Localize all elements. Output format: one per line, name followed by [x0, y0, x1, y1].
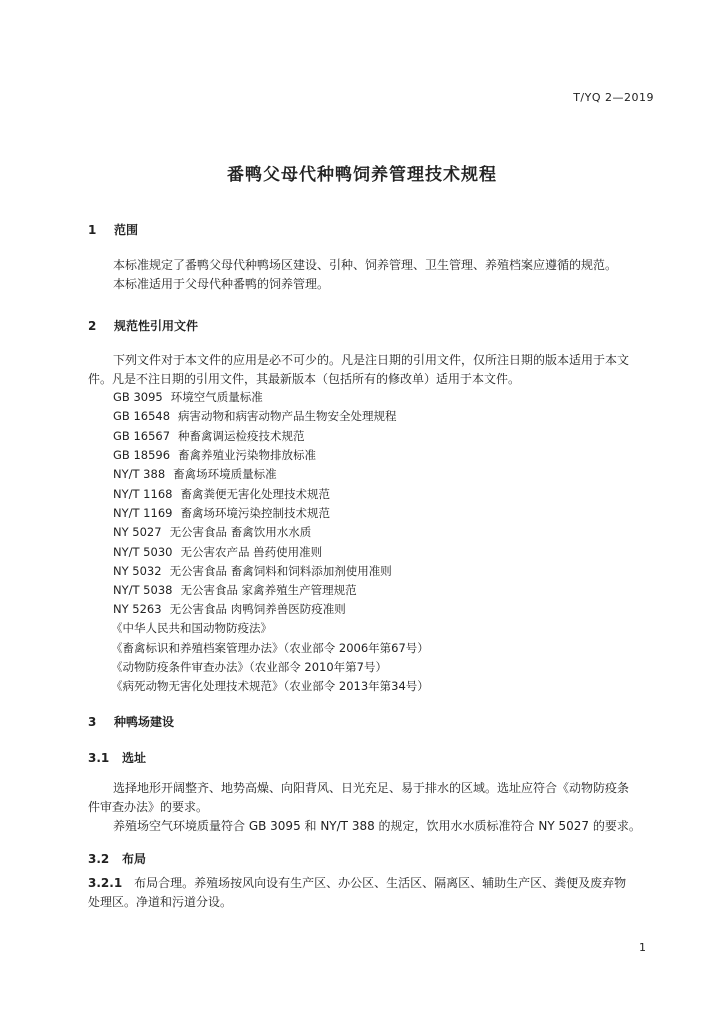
reference-code: NY/T 388 — [113, 467, 166, 481]
reference-title: 环境空气质量标准 — [170, 390, 263, 404]
section-1-heading — [88, 221, 138, 238]
reference-item — [113, 601, 346, 617]
law-reference: 《中华人民共和国动物防疫法》 — [111, 621, 272, 635]
reference-code: GB 16548 — [113, 409, 171, 423]
law-reference: 《畜禽标识和养殖档案管理办法》（农业部令 2006年第67号） — [111, 641, 429, 655]
section-number: 3 — [88, 715, 97, 729]
section-title: 范围 — [114, 223, 139, 237]
reference-code: GB 18596 — [113, 448, 171, 462]
reference-title: 种畜禽调运检疫技术规范 — [178, 429, 305, 443]
document-title: 番鸭父母代种鸭饲养管理技术规程 — [227, 165, 497, 185]
paragraph: 件审查办法》的要求。 — [88, 800, 209, 814]
reference-item — [113, 428, 305, 444]
section-number: 1 — [88, 223, 97, 237]
page-number: 1 — [639, 941, 646, 954]
reference-item — [113, 486, 330, 502]
reference-title: 病害动物和病害动物产品生物安全处理规程 — [178, 409, 397, 423]
reference-item — [113, 544, 322, 560]
clause-text: 布局合理。养殖场按风向设有生产区、办公区、生活区、隔离区、辅助生产区、粪便及废弃物 — [134, 876, 627, 890]
section-2-heading — [88, 317, 198, 334]
subsection-3-1-heading — [88, 749, 146, 766]
reference-item — [113, 447, 316, 463]
clause-number: 3.2.1 — [88, 876, 123, 890]
reference-item — [113, 389, 263, 405]
reference-code: NY 5032 — [113, 564, 162, 578]
reference-item — [113, 408, 397, 424]
subsection-number: 3.1 — [88, 751, 110, 765]
clause-3-2-1 — [88, 874, 626, 893]
reference-title: 畜禽养殖业污染物排放标准 — [178, 448, 317, 462]
reference-title: 无公害食品 畜禽饲料和饲料添加剂使用准则 — [169, 564, 392, 578]
reference-title: 畜禽粪便无害化处理技术规范 — [180, 487, 330, 501]
reference-item — [113, 582, 357, 598]
subsection-number: 3.2 — [88, 852, 110, 866]
subsection-title: 选址 — [122, 751, 147, 765]
paragraph: 下列文件对于本文件的应用是必不可少的。凡是注日期的引用文件，仅所注日期的版本适用于本文 — [113, 353, 630, 367]
section-title: 规范性引用文件 — [114, 319, 199, 333]
law-reference: 《动物防疫条件审查办法》（农业部令 2010年第7号） — [111, 660, 387, 674]
reference-code: NY 5263 — [113, 602, 162, 616]
reference-item — [113, 524, 311, 540]
reference-item — [113, 466, 277, 482]
reference-title: 无公害农产品 兽药使用准则 — [180, 545, 323, 559]
section-number: 2 — [88, 319, 97, 333]
paragraph: 本标准规定了番鸭父母代种鸭场区建设、引种、饲养管理、卫生管理、养殖档案应遵循的规范。 — [113, 258, 618, 272]
reference-code: GB 16567 — [113, 429, 171, 443]
paragraph: 本标准适用于父母代种番鸭的饲养管理。 — [113, 277, 330, 291]
section-3-heading — [88, 713, 174, 730]
reference-code: NY 5027 — [113, 525, 162, 539]
reference-title: 无公害食品 家禽养殖生产管理规范 — [180, 583, 357, 597]
paragraph: 养殖场空气环境质量符合 GB 3095 和 NY/T 388 的规定，饮用水水质标准符合 NY 5027 的要求。 — [113, 819, 641, 833]
paragraph: 处理区。净道和污道分设。 — [88, 895, 233, 909]
subsection-title: 布局 — [122, 852, 147, 866]
reference-code: NY/T 1168 — [113, 487, 173, 501]
reference-title: 畜禽场环境质量标准 — [173, 467, 277, 481]
standard-code: T/YQ 2—2019 — [573, 91, 654, 104]
reference-code: NY/T 5030 — [113, 545, 173, 559]
law-reference: 《病死动物无害化处理技术规范》（农业部令 2013年第34号） — [111, 679, 429, 693]
section-title: 种鸭场建设 — [114, 715, 175, 729]
paragraph: 件。凡是不注日期的引用文件，其最新版本（包括所有的修改单）适用于本文件。 — [88, 372, 521, 386]
reference-code: NY/T 5038 — [113, 583, 173, 597]
reference-title: 无公害食品 肉鸭饲养兽医防疫准则 — [169, 602, 346, 616]
subsection-3-2-heading — [88, 850, 146, 867]
paragraph: 选择地形开阔整齐、地势高燥、向阳背风、日光充足、易于排水的区域。选址应符合《动物防疫条 — [113, 781, 630, 795]
reference-code: NY/T 1169 — [113, 506, 173, 520]
reference-item — [113, 505, 330, 521]
reference-code: GB 3095 — [113, 390, 163, 404]
reference-title: 无公害食品 畜禽饮用水水质 — [169, 525, 312, 539]
reference-title: 畜禽场环境污染控制技术规范 — [180, 506, 330, 520]
reference-item — [113, 563, 392, 579]
